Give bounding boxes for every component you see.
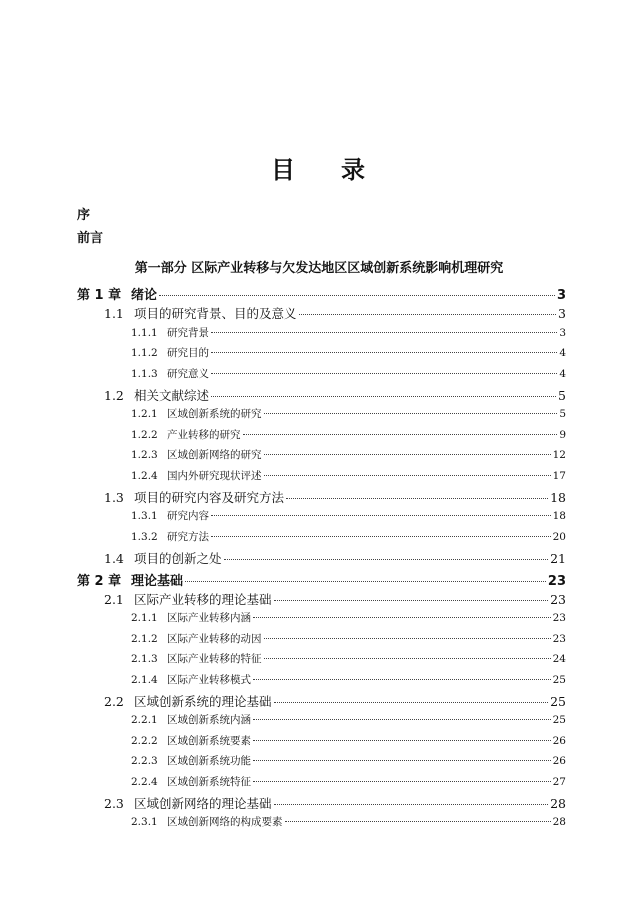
toc-leader-dots <box>285 820 551 822</box>
toc-leader-dots <box>224 558 549 560</box>
toc-page-number: 25 <box>550 694 566 709</box>
toc-entry-title: 区域创新系统功能 <box>167 755 251 768</box>
toc-page-number: 4 <box>559 367 566 380</box>
toc-page-number: 20 <box>552 530 566 543</box>
toc-subsection-entry[interactable] <box>131 774 566 789</box>
title-char-2: 录 <box>341 155 367 184</box>
toc-page-number: 3 <box>558 306 566 322</box>
toc-page-number: 25 <box>552 714 566 727</box>
toc-leader-dots <box>211 372 557 374</box>
toc-leader-dots <box>264 657 551 659</box>
toc-entry-number: 1.4 <box>104 551 124 567</box>
toc-leader-dots <box>185 580 546 582</box>
toc-subsection-entry[interactable] <box>131 427 566 442</box>
front-matter-foreword[interactable]: 前言 <box>77 231 104 246</box>
toc-entry-number: 1.2.1 <box>131 408 158 421</box>
toc-leader-dots <box>274 701 549 703</box>
toc-entry-number: 1.1.3 <box>131 367 158 380</box>
toc-entry-title: 国内外研究现状评述 <box>167 469 262 482</box>
toc-entry-title: 区域创新系统特征 <box>167 775 251 788</box>
toc-entry-title: 项目的研究内容及研究方法 <box>134 490 285 505</box>
toc-page-number: 28 <box>550 796 566 811</box>
toc-subsection-entry[interactable] <box>131 508 566 523</box>
toc-leader-dots <box>253 616 551 618</box>
toc-entry-title: 区域创新系统要素 <box>167 734 251 747</box>
toc-entry-number: 1.2.4 <box>131 469 158 482</box>
toc-section-entry[interactable] <box>104 590 566 608</box>
toc-entry-number: 第 2 章 <box>77 573 122 589</box>
toc-leader-dots <box>299 313 557 315</box>
toc-entry-number: 1.1.1 <box>131 326 158 339</box>
toc-leader-dots <box>211 395 556 397</box>
toc-subsection-entry[interactable] <box>131 631 566 646</box>
toc-entry-number: 2.2.1 <box>131 714 158 727</box>
toc-page-number: 28 <box>552 816 566 829</box>
toc-entry-title: 项目的研究背景、目的及意义 <box>134 306 297 322</box>
toc-page-number: 17 <box>552 469 566 482</box>
toc-section-entry[interactable] <box>104 386 566 404</box>
toc-entry-title: 产业转移的研究 <box>167 428 241 441</box>
toc-entry-title: 项目的创新之处 <box>134 551 222 567</box>
toc-entry-number: 1.3.1 <box>131 510 158 523</box>
toc-entry-title: 区际产业转移模式 <box>167 673 251 686</box>
toc-entry-number: 1.1.2 <box>131 347 158 360</box>
toc-entry-number: 1.1 <box>104 306 124 322</box>
toc-entry-title: 区际产业转移的理论基础 <box>134 592 272 607</box>
toc-leader-dots <box>211 535 551 537</box>
toc-page-number: 3 <box>556 288 566 303</box>
toc-leader-dots <box>253 780 551 782</box>
toc-subsection-entry[interactable] <box>131 468 566 483</box>
toc-entry-title: 研究背景 <box>167 326 209 339</box>
toc-subsection-entry[interactable] <box>131 447 566 462</box>
toc-page-number: 9 <box>559 428 566 441</box>
toc-leader-dots <box>264 474 551 476</box>
toc-entry-title: 区际产业转移内涵 <box>167 612 251 625</box>
toc-subsection-entry[interactable] <box>131 529 566 544</box>
toc-entry-number: 2.2.2 <box>131 734 158 747</box>
toc-page-number: 23 <box>547 573 566 589</box>
toc-entry-title: 区际产业转移的动因 <box>167 632 262 645</box>
toc-page-number: 27 <box>552 775 566 788</box>
toc-leader-dots <box>253 759 551 761</box>
toc-page-number: 18 <box>550 490 566 505</box>
toc-subsection-entry[interactable] <box>131 712 566 727</box>
toc-page-number: 21 <box>550 551 566 567</box>
toc-leader-dots <box>286 497 548 499</box>
toc-chapter-entry[interactable] <box>77 570 566 589</box>
toc-entry-number: 2.1.3 <box>131 653 158 666</box>
toc-page-number: 18 <box>552 510 566 523</box>
toc-leader-dots <box>211 331 557 333</box>
toc-entry-number: 1.3.2 <box>131 530 158 543</box>
toc-subsection-entry[interactable] <box>131 345 566 360</box>
toc-subsection-entry[interactable] <box>131 733 566 748</box>
toc-subsection-entry[interactable] <box>131 814 566 829</box>
toc-entry-number: 1.2.3 <box>131 449 158 462</box>
toc-leader-dots <box>159 294 555 296</box>
toc-page-number: 23 <box>550 592 566 607</box>
toc-entry-number: 2.1 <box>104 592 124 607</box>
toc-leader-dots <box>264 412 558 414</box>
toc-page-number: 26 <box>552 755 566 768</box>
front-matter-preface[interactable]: 序 <box>77 208 91 223</box>
toc-subsection-entry[interactable] <box>131 651 566 666</box>
toc-entry-number: 2.2.3 <box>131 755 158 768</box>
toc-subsection-entry[interactable] <box>131 610 566 625</box>
toc-page-number: 5 <box>559 408 566 421</box>
toc-leader-dots <box>274 599 549 601</box>
toc-section-entry[interactable] <box>104 692 566 710</box>
toc-page-number: 3 <box>559 326 566 339</box>
toc-page-number: 12 <box>552 449 566 462</box>
toc-leader-dots <box>264 453 551 455</box>
toc-entry-title: 区际产业转移的特征 <box>167 653 262 666</box>
toc-entry-title: 区域创新网络的构成要素 <box>167 816 283 829</box>
toc-page-number: 26 <box>552 734 566 747</box>
toc-leader-dots <box>264 637 551 639</box>
toc-entry-number: 1.2 <box>104 388 124 403</box>
page-title <box>0 150 638 185</box>
toc-entry-number: 2.2.4 <box>131 775 158 788</box>
toc-leader-dots <box>211 514 551 516</box>
toc-entry-title: 区域创新网络的理论基础 <box>134 796 272 811</box>
toc-leader-dots <box>253 739 551 741</box>
toc-page-number: 25 <box>552 673 566 686</box>
toc-leader-dots <box>274 803 549 805</box>
toc-subsection-entry[interactable] <box>131 672 566 687</box>
toc-subsection-entry[interactable] <box>131 406 566 421</box>
toc-leader-dots <box>253 678 551 680</box>
toc-section-entry[interactable] <box>104 794 566 812</box>
toc-subsection-entry[interactable] <box>131 366 566 381</box>
toc-entry-title: 理论基础 <box>131 573 184 589</box>
toc-page-number: 23 <box>552 632 566 645</box>
toc-entry-number: 第 1 章 <box>77 288 122 303</box>
toc-section-entry[interactable] <box>104 549 566 567</box>
toc-section-entry[interactable] <box>104 488 566 506</box>
toc-entry-number: 2.3 <box>104 796 124 811</box>
toc-entry-title: 相关文献综述 <box>134 388 210 403</box>
toc-leader-dots <box>253 718 551 720</box>
toc-subsection-entry[interactable] <box>131 325 566 340</box>
toc-entry-number: 1.3 <box>104 490 124 505</box>
toc-leader-dots <box>211 351 557 353</box>
toc-leader-dots <box>243 433 558 435</box>
toc-chapter-entry[interactable] <box>77 284 566 303</box>
toc-entry-title: 研究意义 <box>167 367 209 380</box>
toc-entry-title: 区域创新网络的研究 <box>167 449 262 462</box>
toc-entry-title: 研究内容 <box>167 510 209 523</box>
toc-entry-title: 区域创新系统的研究 <box>167 408 262 421</box>
toc-entry-number: 2.1.2 <box>131 632 158 645</box>
title-char-1: 目 <box>271 155 297 184</box>
toc-entry-number: 2.1.1 <box>131 612 158 625</box>
toc-page-number: 23 <box>552 612 566 625</box>
toc-page-number: 4 <box>559 347 566 360</box>
toc-entry-number: 2.3.1 <box>131 816 158 829</box>
part-heading: 第一部分 区际产业转移与欠发达地区区域创新系统影响机理研究 <box>134 261 504 276</box>
toc-section-entry[interactable] <box>104 304 566 322</box>
toc-page-number: 5 <box>558 388 566 403</box>
toc-page-number: 24 <box>552 653 566 666</box>
toc-subsection-entry[interactable] <box>131 753 566 768</box>
toc-entry-title: 区域创新系统的理论基础 <box>134 694 272 709</box>
toc-entry-title: 研究目的 <box>167 347 209 360</box>
toc-entry-title: 区域创新系统内涵 <box>167 714 251 727</box>
toc-entry-number: 2.2 <box>104 694 124 709</box>
toc-entry-title: 研究方法 <box>167 530 209 543</box>
toc-entry-title: 绪论 <box>131 288 158 303</box>
toc-entry-number: 2.1.4 <box>131 673 158 686</box>
toc-entry-number: 1.2.2 <box>131 428 158 441</box>
